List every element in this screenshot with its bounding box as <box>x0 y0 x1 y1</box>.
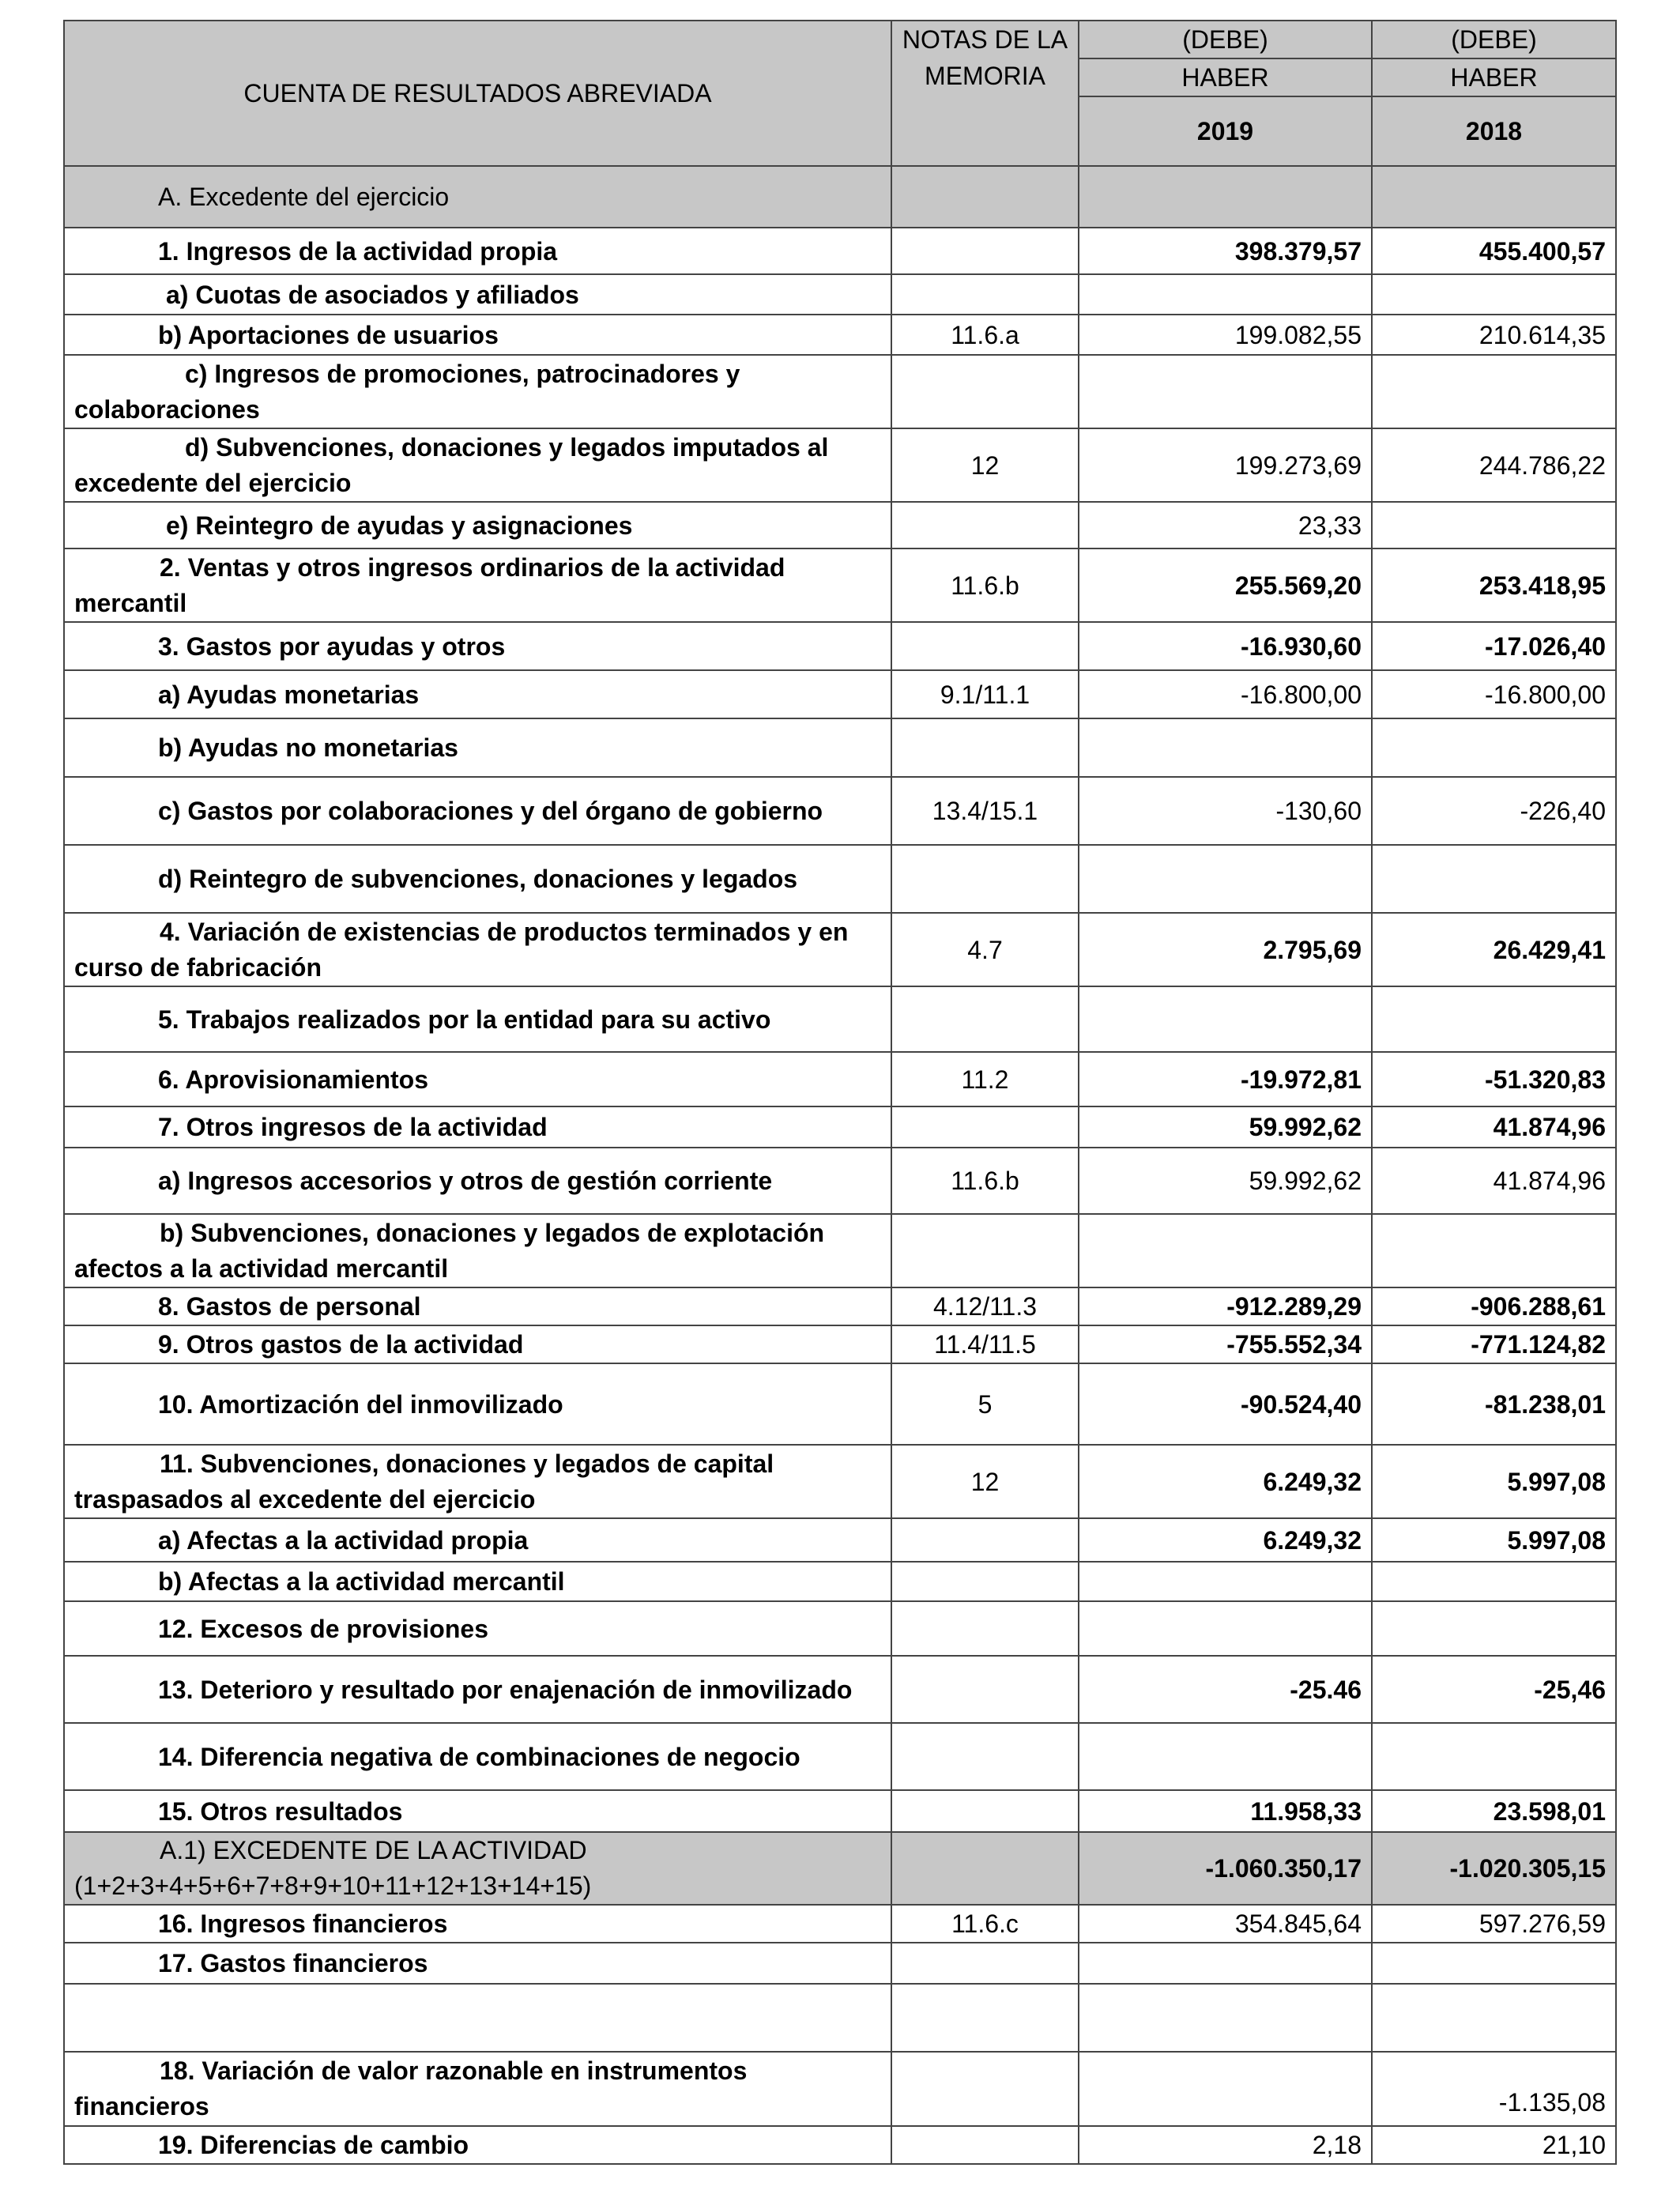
row-label: a) Ayudas monetarias <box>64 670 891 718</box>
table-row <box>64 1106 1616 1148</box>
row-label: a) Afectas a la actividad propia <box>64 1518 891 1562</box>
row-nota: 12 <box>891 1445 1079 1518</box>
row-label-line1: d) Subvenciones, donaciones y legados imputados al <box>185 432 829 462</box>
row-value-2019 <box>1079 1723 1372 1790</box>
row-nota <box>891 622 1079 670</box>
table-row <box>64 1601 1616 1656</box>
table-row <box>64 274 1616 315</box>
row-value-2018: 597.276,59 <box>1372 1905 1616 1943</box>
table-row <box>64 1214 1616 1287</box>
row-value-2019: -16.930,60 <box>1079 622 1372 670</box>
row-value-2018: -226,40 <box>1372 777 1616 845</box>
row-label-line1: A.1) EXCEDENTE DE LA ACTIVIDAD <box>160 1836 587 1864</box>
row-value-2018 <box>1372 1214 1616 1287</box>
table-row <box>64 1656 1616 1723</box>
row-nota <box>891 1518 1079 1562</box>
row-value-2019: 354.845,64 <box>1079 1905 1372 1943</box>
row-label: 15. Otros resultados <box>64 1790 891 1832</box>
table-row <box>64 2126 1616 2164</box>
row-nota <box>891 1832 1079 1905</box>
row-label <box>64 1984 891 2052</box>
row-value-2018 <box>1372 502 1616 548</box>
table-row <box>64 1363 1616 1445</box>
table-title: CUENTA DE RESULTADOS ABREVIADA <box>243 79 712 107</box>
row-value-2019: 199.273,69 <box>1079 428 1372 502</box>
col-2019-year: 2019 <box>1079 96 1372 166</box>
row-value-2019 <box>1079 986 1372 1052</box>
row-label-line2: afectos a la actividad mercantil <box>74 1253 449 1283</box>
row-label: A. Excedente del ejercicio <box>64 166 891 228</box>
row-value-2019: -16.800,00 <box>1079 670 1372 718</box>
table-row <box>64 2052 1616 2126</box>
table-title-cell <box>64 21 891 166</box>
row-label-line2: excedente del ejercicio <box>74 468 352 497</box>
row-value-2019: 2,18 <box>1079 2126 1372 2164</box>
table-row <box>64 1790 1616 1832</box>
row-value-2019: 59.992,62 <box>1079 1106 1372 1148</box>
row-value-2019: 199.082,55 <box>1079 315 1372 355</box>
row-label-line2: (1+2+3+4+5+6+7+8+9+10+11+12+13+14+15) <box>74 1872 592 1900</box>
row-label-line1: 2. Ventas y otros ingresos ordinarios de la actividad <box>160 552 785 582</box>
row-label: d) Reintegro de subvenciones, donaciones y legados <box>64 845 891 913</box>
row-value-2019: -912.289,29 <box>1079 1287 1372 1325</box>
row-label: 6. Aprovisionamientos <box>64 1052 891 1106</box>
row-value-2019: -1.060.350,17 <box>1079 1832 1372 1905</box>
row-value-2019: 11.958,33 <box>1079 1790 1372 1832</box>
row-label-line2: traspasados al excedente del ejercicio <box>74 1484 536 1514</box>
row-value-2018: -906.288,61 <box>1372 1287 1616 1325</box>
row-label-line1: 11. Subvenciones, donaciones y legados de capital <box>160 1449 774 1478</box>
row-nota: 11.6.a <box>891 315 1079 355</box>
row-label: 12. Excesos de provisiones <box>64 1601 891 1656</box>
row-label-line1: 18. Variación de valor razonable en instrumentos <box>160 2056 748 2085</box>
table-row <box>64 315 1616 355</box>
row-value-2018 <box>1372 1984 1616 2052</box>
row-value-2019: 2.795,69 <box>1079 913 1372 986</box>
row-nota <box>891 845 1079 913</box>
row-label <box>64 548 891 622</box>
row-value-2019 <box>1079 1601 1372 1656</box>
row-label <box>64 2052 891 2126</box>
table-row <box>64 548 1616 622</box>
row-nota <box>891 1601 1079 1656</box>
row-nota <box>891 986 1079 1052</box>
row-label: a) Ingresos accesorios y otros de gestión corriente <box>64 1148 891 1214</box>
row-nota <box>891 2052 1079 2126</box>
row-label: 9. Otros gastos de la actividad <box>64 1325 891 1363</box>
row-value-2018: -16.800,00 <box>1372 670 1616 718</box>
row-label: b) Ayudas no monetarias <box>64 718 891 777</box>
row-nota <box>891 166 1079 228</box>
row-label-line2: mercantil <box>74 588 187 617</box>
col-2018-debe: (DEBE) <box>1372 21 1616 58</box>
row-value-2019: -25.46 <box>1079 1656 1372 1723</box>
col-2018-year: 2018 <box>1372 96 1616 166</box>
row-value-2018: 5.997,08 <box>1372 1445 1616 1518</box>
row-value-2019 <box>1079 1984 1372 2052</box>
row-value-2019: 398.379,57 <box>1079 228 1372 274</box>
row-nota <box>891 502 1079 548</box>
table-row <box>64 777 1616 845</box>
row-label <box>64 913 891 986</box>
row-nota <box>891 228 1079 274</box>
table-row <box>64 1052 1616 1106</box>
row-value-2018: 41.874,96 <box>1372 1148 1616 1214</box>
col-2019-haber: HABER <box>1079 58 1372 96</box>
row-nota: 11.4/11.5 <box>891 1325 1079 1363</box>
row-value-2018: 210.614,35 <box>1372 315 1616 355</box>
row-value-2018 <box>1372 1601 1616 1656</box>
row-value-2018: 21,10 <box>1372 2126 1616 2164</box>
row-value-2018: 253.418,95 <box>1372 548 1616 622</box>
row-label: e) Reintegro de ayudas y asignaciones <box>64 502 891 548</box>
row-nota: 9.1/11.1 <box>891 670 1079 718</box>
row-label <box>64 1832 891 1905</box>
row-label: c) Gastos por colaboraciones y del órgano de gobierno <box>64 777 891 845</box>
row-label <box>64 1445 891 1518</box>
row-label-line1: c) Ingresos de promociones, patrocinadores y <box>185 359 740 388</box>
table-row <box>64 1984 1616 2052</box>
table-row <box>64 718 1616 777</box>
table-row <box>64 1445 1616 1518</box>
row-label-line2: financieros <box>74 2092 209 2120</box>
row-nota <box>891 1943 1079 1984</box>
row-nota <box>891 718 1079 777</box>
table-row <box>64 502 1616 548</box>
row-value-2018: 455.400,57 <box>1372 228 1616 274</box>
table-row <box>64 1325 1616 1363</box>
row-label: 16. Ingresos financieros <box>64 1905 891 1943</box>
row-label: b) Aportaciones de usuarios <box>64 315 891 355</box>
row-value-2018 <box>1372 166 1616 228</box>
row-label: 3. Gastos por ayudas y otros <box>64 622 891 670</box>
cuenta-resultados-table-wrapper <box>63 20 1615 2165</box>
row-value-2018: -771.124,82 <box>1372 1325 1616 1363</box>
row-value-2018 <box>1372 718 1616 777</box>
row-nota <box>891 1106 1079 1148</box>
row-label-line1: 4. Variación de existencias de productos terminados y en <box>160 917 849 946</box>
col-2018-haber: HABER <box>1372 58 1616 96</box>
table-row <box>64 166 1616 228</box>
row-value-2018: -81.238,01 <box>1372 1363 1616 1445</box>
row-value-2018 <box>1372 986 1616 1052</box>
row-nota <box>891 1562 1079 1601</box>
row-value-2018: -25,46 <box>1372 1656 1616 1723</box>
row-label-line1: b) Subvenciones, donaciones y legados de explotación <box>160 1218 825 1247</box>
table-row <box>64 1905 1616 1943</box>
row-value-2018: -51.320,83 <box>1372 1052 1616 1106</box>
table-row <box>64 228 1616 274</box>
row-value-2019: 6.249,32 <box>1079 1518 1372 1562</box>
row-value-2018 <box>1372 1562 1616 1601</box>
table-row <box>64 670 1616 718</box>
row-nota <box>891 274 1079 315</box>
row-value-2019 <box>1079 274 1372 315</box>
row-value-2018: 23.598,01 <box>1372 1790 1616 1832</box>
row-value-2019 <box>1079 1562 1372 1601</box>
row-value-2019: -130,60 <box>1079 777 1372 845</box>
row-nota: 4.12/11.3 <box>891 1287 1079 1325</box>
table-row <box>64 355 1616 428</box>
row-value-2018: -1.135,08 <box>1372 2052 1616 2126</box>
row-label: 5. Trabajos realizados por la entidad para su activo <box>64 986 891 1052</box>
table-row <box>64 622 1616 670</box>
row-nota <box>891 1790 1079 1832</box>
table-row <box>64 986 1616 1052</box>
row-nota <box>891 2126 1079 2164</box>
row-value-2018 <box>1372 845 1616 913</box>
row-value-2018: 5.997,08 <box>1372 1518 1616 1562</box>
row-nota: 5 <box>891 1363 1079 1445</box>
row-label: 1. Ingresos de la actividad propia <box>64 228 891 274</box>
table-row <box>64 1943 1616 1984</box>
row-value-2019 <box>1079 355 1372 428</box>
row-nota: 13.4/15.1 <box>891 777 1079 845</box>
row-nota: 11.2 <box>891 1052 1079 1106</box>
row-label: a) Cuotas de asociados y afiliados <box>64 274 891 315</box>
table-row <box>64 428 1616 502</box>
notas-header-line1: NOTAS DE LA <box>902 25 1068 54</box>
row-nota <box>891 1656 1079 1723</box>
row-value-2019: 59.992,62 <box>1079 1148 1372 1214</box>
row-value-2019 <box>1079 166 1372 228</box>
row-label <box>64 1214 891 1287</box>
row-label-line2: curso de fabricación <box>74 952 322 982</box>
row-value-2018: 244.786,22 <box>1372 428 1616 502</box>
row-label: 14. Diferencia negativa de combinaciones de negocio <box>64 1723 891 1790</box>
row-value-2019 <box>1079 1943 1372 1984</box>
row-nota: 11.6.b <box>891 1148 1079 1214</box>
row-label-line2: colaboraciones <box>74 394 260 424</box>
table-row <box>64 845 1616 913</box>
row-value-2019 <box>1079 718 1372 777</box>
row-nota: 11.6.b <box>891 548 1079 622</box>
row-value-2019: 6.249,32 <box>1079 1445 1372 1518</box>
row-label: 17. Gastos financieros <box>64 1943 891 1984</box>
row-nota <box>891 1214 1079 1287</box>
row-value-2019: 23,33 <box>1079 502 1372 548</box>
notas-header-line2: MEMORIA <box>925 62 1045 90</box>
row-label <box>64 355 891 428</box>
row-value-2019 <box>1079 1214 1372 1287</box>
row-nota: 11.6.c <box>891 1905 1079 1943</box>
row-label: 10. Amortización del inmovilizado <box>64 1363 891 1445</box>
row-label: 7. Otros ingresos de la actividad <box>64 1106 891 1148</box>
row-value-2019: -755.552,34 <box>1079 1325 1372 1363</box>
table-row <box>64 1832 1616 1905</box>
row-value-2018 <box>1372 1723 1616 1790</box>
row-value-2019 <box>1079 845 1372 913</box>
row-label: 19. Diferencias de cambio <box>64 2126 891 2164</box>
row-label: b) Afectas a la actividad mercantil <box>64 1562 891 1601</box>
row-nota: 4.7 <box>891 913 1079 986</box>
notas-header-cell <box>891 21 1079 166</box>
table-row <box>64 1723 1616 1790</box>
row-nota <box>891 1723 1079 1790</box>
table-row <box>64 1287 1616 1325</box>
row-value-2019 <box>1079 2052 1372 2126</box>
row-value-2019: -90.524,40 <box>1079 1363 1372 1445</box>
row-value-2018: -1.020.305,15 <box>1372 1832 1616 1905</box>
row-value-2018 <box>1372 355 1616 428</box>
table-row <box>64 1148 1616 1214</box>
col-2019-debe: (DEBE) <box>1079 21 1372 58</box>
table-row <box>64 1518 1616 1562</box>
row-value-2018: 41.874,96 <box>1372 1106 1616 1148</box>
row-label <box>64 428 891 502</box>
row-label: 8. Gastos de personal <box>64 1287 891 1325</box>
row-nota: 12 <box>891 428 1079 502</box>
row-value-2018 <box>1372 1943 1616 1984</box>
row-nota <box>891 355 1079 428</box>
row-value-2018: -17.026,40 <box>1372 622 1616 670</box>
row-value-2018: 26.429,41 <box>1372 913 1616 986</box>
row-nota <box>891 1984 1079 2052</box>
table-row <box>64 1562 1616 1601</box>
row-value-2019: -19.972,81 <box>1079 1052 1372 1106</box>
table-row <box>64 913 1616 986</box>
cuenta-resultados-table <box>63 20 1617 2165</box>
row-label: 13. Deterioro y resultado por enajenación de inmovilizado <box>64 1656 891 1723</box>
row-value-2018 <box>1372 274 1616 315</box>
row-value-2019: 255.569,20 <box>1079 548 1372 622</box>
